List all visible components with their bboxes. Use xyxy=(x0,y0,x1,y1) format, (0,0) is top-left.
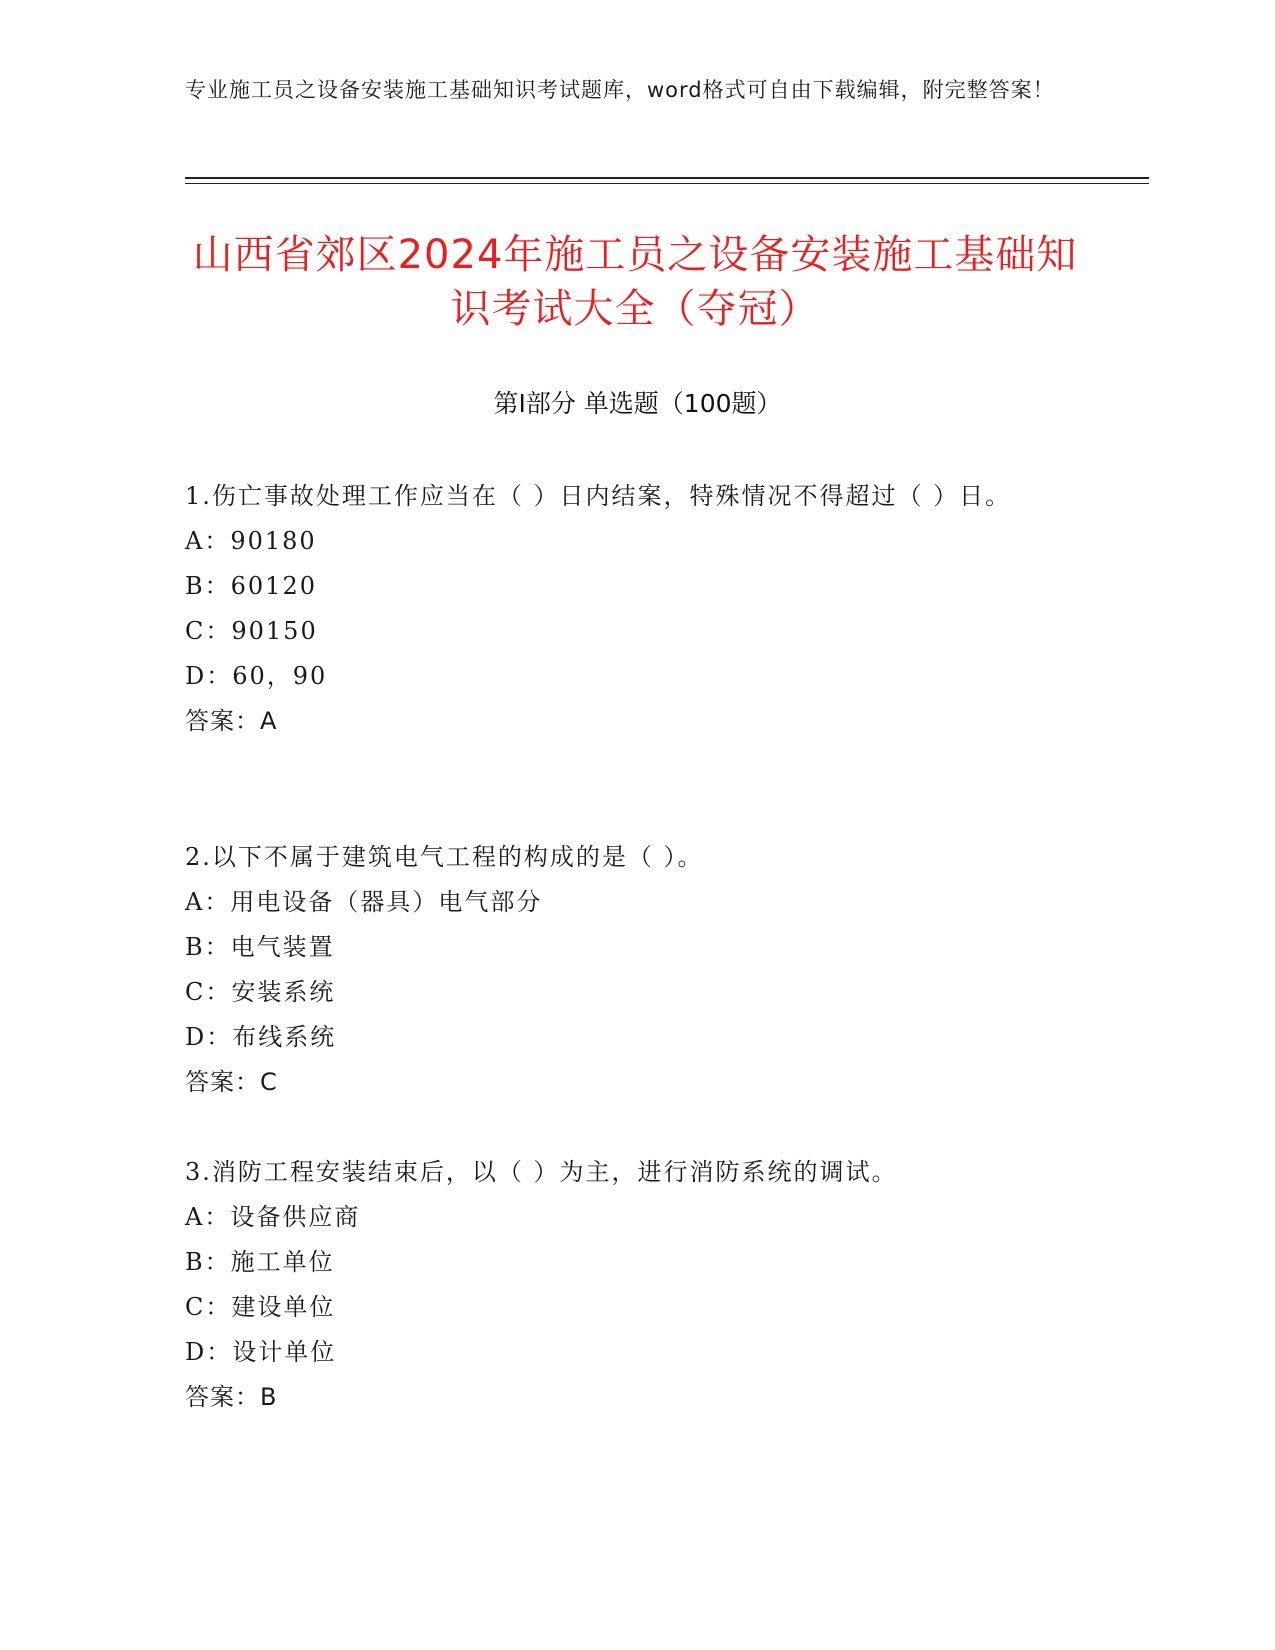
option-b: B：60120 xyxy=(185,572,317,600)
question-block xyxy=(185,835,1065,1105)
option-a: A：设备供应商 xyxy=(185,1203,361,1231)
option-b: B：电气装置 xyxy=(185,933,335,961)
option-c: C：90150 xyxy=(185,617,318,645)
option-a: A：用电设备（器具）电气部分 xyxy=(185,888,543,916)
option-c: C：安装系统 xyxy=(185,978,336,1006)
option-d: D：60，90 xyxy=(185,662,328,690)
header-divider-thick xyxy=(185,177,1149,179)
question-block xyxy=(185,474,1065,744)
section-heading: 第Ⅰ部分 单选题（100题） xyxy=(493,389,782,418)
document-title: 山西省郊区2024年施工员之设备安装施工基础知识考试大全（夺冠） xyxy=(192,232,1078,332)
header-note: 专业施工员之设备安装施工基础知识考试题库，word格式可自由下载编辑，附完整答案！ xyxy=(185,78,1055,102)
question-stem: 3.消防工程安装结束后，以（ ）为主，进行消防系统的调试。 xyxy=(185,1158,898,1186)
answer-label: 答案：C xyxy=(185,1068,278,1096)
option-b: B：施工单位 xyxy=(185,1248,335,1276)
answer-label: 答案：A xyxy=(185,707,278,735)
question-stem: 1.伤亡事故处理工作应当在（ ）日内结案，特殊情况不得超过（ ）日。 xyxy=(185,482,1012,510)
question-stem: 2.以下不属于建筑电气工程的构成的是（ ）。 xyxy=(185,843,704,871)
option-c: C：建设单位 xyxy=(185,1293,336,1321)
answer-label: 答案：B xyxy=(185,1383,278,1411)
header-divider-thin xyxy=(185,183,1149,184)
question-block xyxy=(185,1150,1065,1420)
option-a: A：90180 xyxy=(185,527,317,555)
option-d: D：布线系统 xyxy=(185,1023,337,1051)
option-d: D：设计单位 xyxy=(185,1338,337,1366)
